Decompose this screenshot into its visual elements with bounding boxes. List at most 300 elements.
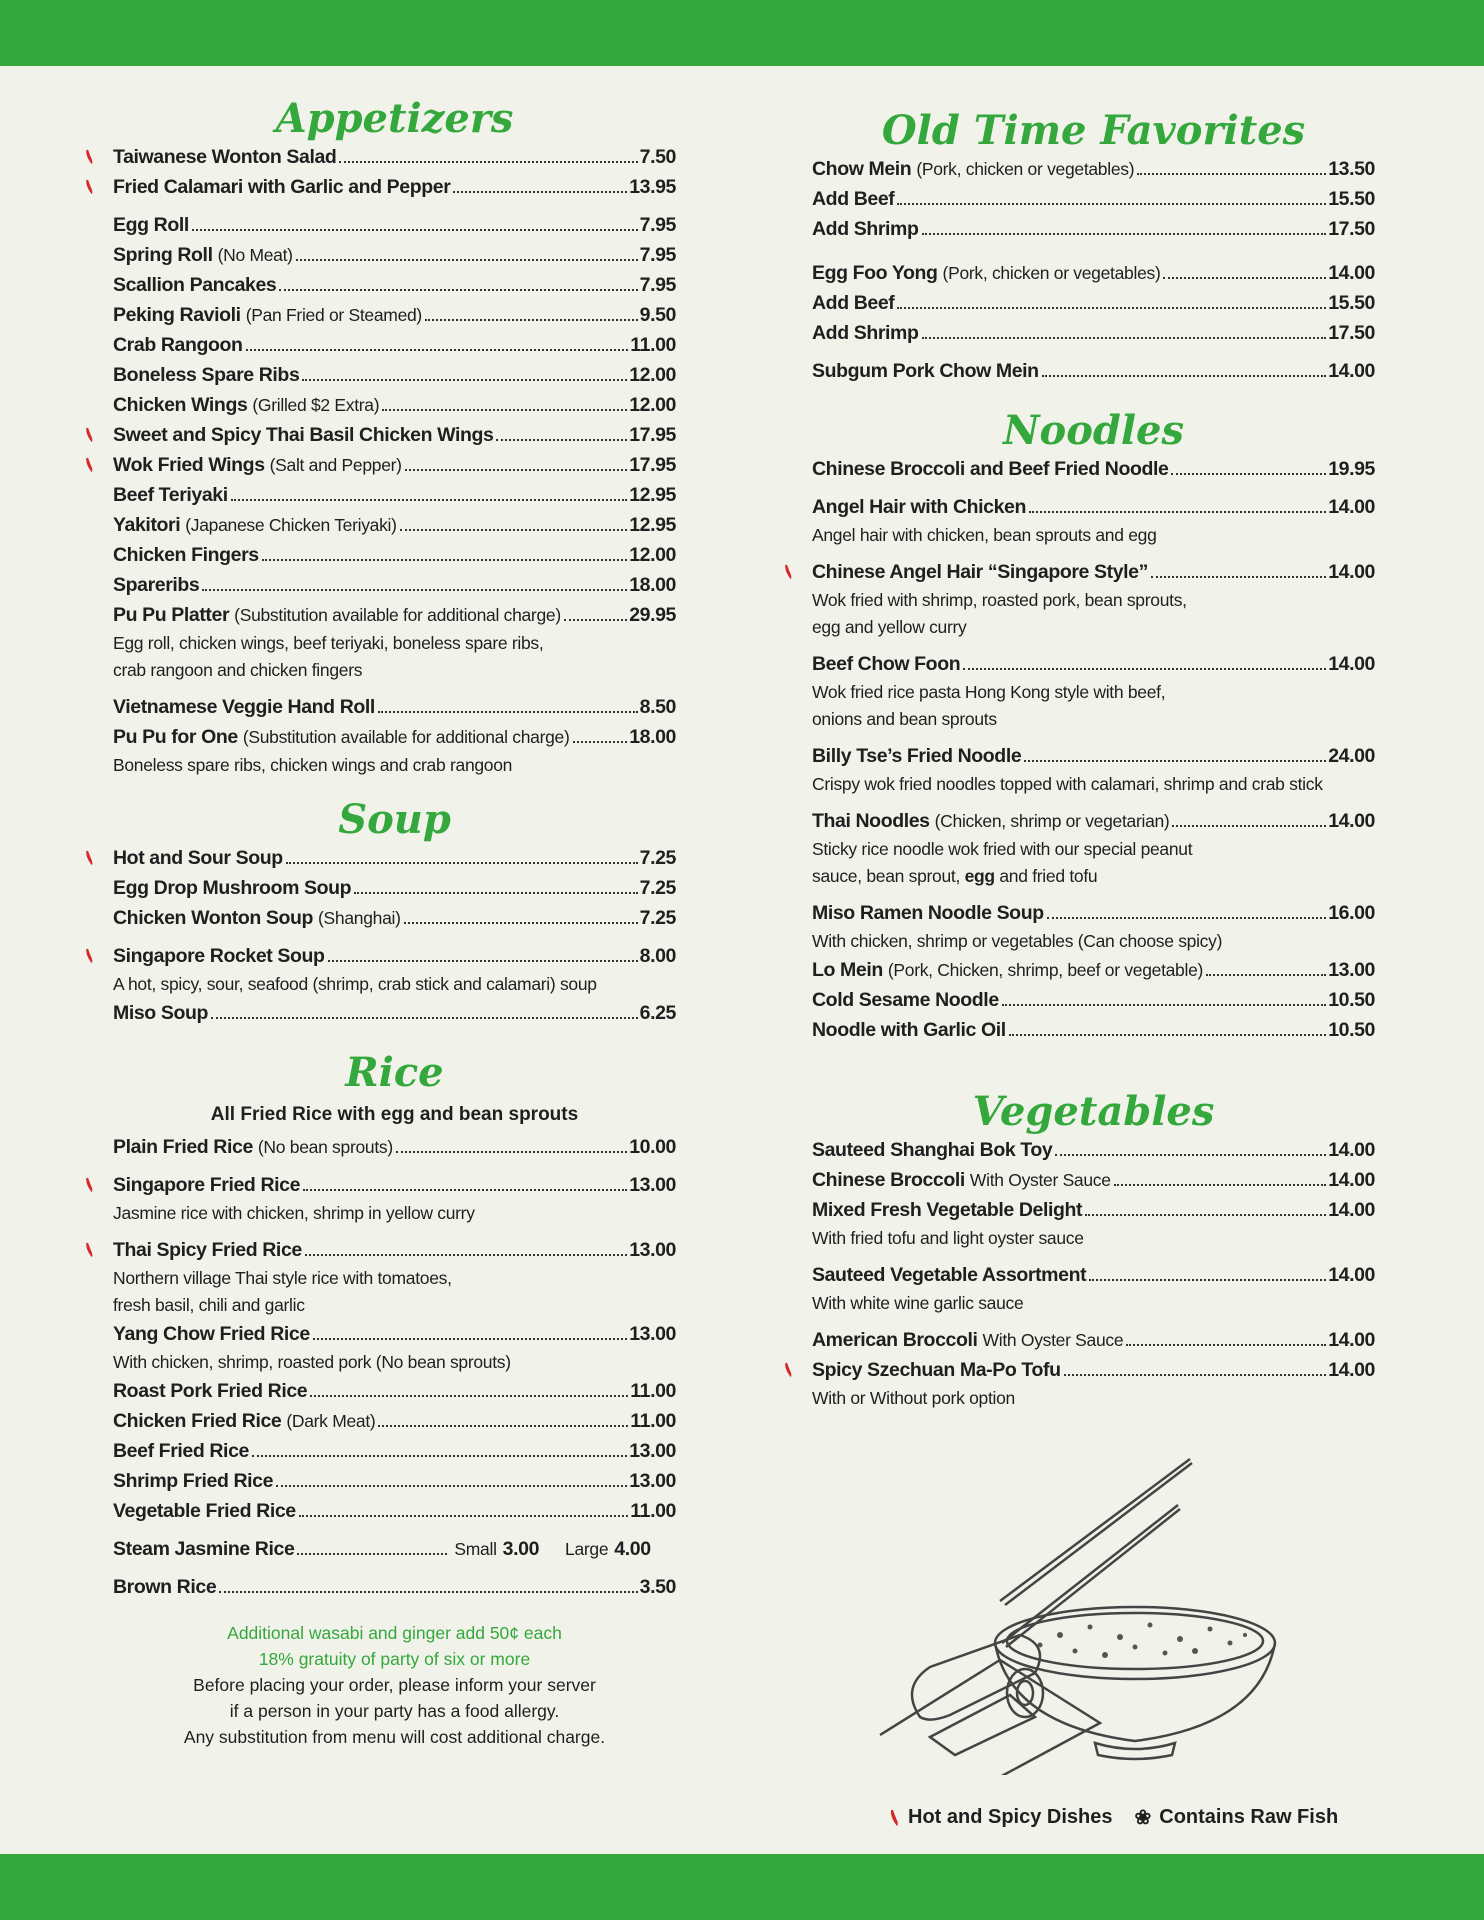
flower-icon: ❀ (1134, 1807, 1152, 1829)
menu-item-row (113, 450, 676, 480)
item-name: Add Shrimp (812, 322, 919, 344)
menu-item-row (113, 240, 676, 270)
item-price: 14.00 (1328, 1359, 1375, 1381)
dot-leader (1114, 1184, 1327, 1186)
appetizers-list (113, 142, 676, 779)
dot-leader (897, 307, 1326, 309)
item-name: Scallion Pancakes (113, 274, 277, 296)
legend-spicy-label: Hot and Spicy Dishes (908, 1806, 1113, 1828)
item-note: (Pork, chicken or vegetables) (942, 263, 1161, 283)
item-price: 10.00 (629, 1136, 676, 1158)
desc-part: and fried tofu (994, 866, 1098, 886)
item-price: 7.25 (639, 907, 676, 929)
item-price: 14.00 (1328, 1264, 1375, 1286)
item-name: Beef Fried Rice (113, 1440, 249, 1462)
item-name: Chinese Broccoli (812, 1169, 965, 1191)
item-name: Beef Teriyaki (113, 484, 228, 506)
menu-item-row (812, 985, 1375, 1015)
menu-item-row (113, 420, 676, 450)
menu-item-row (113, 843, 676, 873)
menu-item-row (812, 1135, 1375, 1165)
item-description: Wok fried with shrimp, roasted pork, bean sprouts, (812, 590, 1187, 610)
row-gap (812, 1252, 1375, 1260)
item-name: Chicken Fingers (113, 544, 259, 566)
item-description: Boneless spare ribs, chicken wings and crab rangoon (113, 755, 513, 775)
chili-pepper-icon (83, 179, 95, 195)
chili-pepper-icon (83, 149, 95, 165)
item-note: (Dark Meat) (286, 1411, 376, 1431)
dot-leader (313, 1338, 627, 1340)
dot-leader (303, 1189, 627, 1191)
dot-leader (453, 191, 627, 193)
menu-item-row (113, 903, 676, 933)
dot-leader (1085, 1214, 1326, 1216)
dot-leader (1137, 173, 1326, 175)
rice-list (113, 1132, 676, 1602)
item-price: 14.00 (1328, 810, 1375, 832)
item-name: Angel Hair with Chicken (812, 496, 1027, 518)
item-price: 12.95 (629, 484, 676, 506)
item-name: Wok Fried Wings (113, 454, 265, 476)
menu-item-row (812, 1355, 1375, 1385)
item-description: onions and bean sprouts (812, 709, 997, 729)
item-price: 11.00 (630, 1380, 676, 1402)
menu-item-row (812, 1015, 1375, 1045)
menu-item-row (113, 540, 676, 570)
desc-bold: egg (964, 866, 995, 886)
menu-item-row (812, 1165, 1375, 1195)
dot-leader (1024, 760, 1326, 762)
footer-note-allergy-2: if a person in your party has a food allergy. (229, 1701, 560, 1721)
item-description: With or Without pork option (812, 1388, 1015, 1408)
menu-item-row (812, 557, 1375, 587)
dot-leader (310, 1395, 628, 1397)
dot-leader (404, 922, 638, 924)
item-description (812, 863, 1375, 890)
item-note: (Chicken, shrimp or vegetarian) (934, 811, 1170, 831)
menu-item-row (113, 941, 676, 971)
item-description: With white wine garlic sauce (812, 1293, 1024, 1313)
item-name: Miso Ramen Noodle Soup (812, 902, 1044, 924)
chili-pepper-icon (83, 948, 95, 964)
footer-note-allergy-1: Before placing your order, please inform your server (193, 1675, 596, 1695)
dot-leader (231, 499, 627, 501)
dot-leader (496, 439, 627, 441)
item-name: Pu Pu for One (113, 726, 238, 748)
rice-subtitle: All Fried Rice with egg and bean sprouts (210, 1104, 579, 1125)
item-price: 17.95 (629, 454, 676, 476)
item-name: Egg Drop Mushroom Soup (113, 877, 352, 899)
menu-item-row (113, 480, 676, 510)
menu-item-row (812, 1260, 1375, 1290)
item-price: 14.00 (1328, 653, 1375, 675)
vegetables-title: Vegetables (972, 1088, 1215, 1135)
row-gap (113, 684, 676, 692)
row-gap (113, 202, 676, 210)
bottom-green-band (0, 1854, 1484, 1920)
old-time-list (812, 154, 1375, 386)
menu-item-row (113, 600, 676, 630)
dot-leader (1055, 1154, 1326, 1156)
item-name: Yang Chow Fried Rice (113, 1323, 310, 1345)
item-price: 7.95 (639, 274, 676, 296)
item-price: 10.50 (1328, 1019, 1375, 1041)
chili-pepper-icon (83, 850, 95, 866)
dot-leader (573, 741, 628, 743)
row-gap (812, 549, 1375, 557)
item-note: (Pork, Chicken, shrimp, beef or vegetable) (887, 960, 1204, 980)
menu-item-row (812, 1325, 1375, 1355)
menu-item-row (113, 142, 676, 172)
item-price: 14.00 (1328, 262, 1375, 284)
dot-leader (354, 892, 637, 894)
item-name: Chinese Angel Hair “Singapore Style” (812, 561, 1148, 583)
item-name: Singapore Fried Rice (113, 1174, 301, 1196)
item-name: Spicy Szechuan Ma-Po Tofu (812, 1359, 1061, 1381)
row-gap (812, 348, 1375, 356)
menu-item-row (113, 873, 676, 903)
row-gap (812, 1317, 1375, 1325)
dot-leader (405, 469, 627, 471)
item-description: A hot, spicy, sour, seafood (shrimp, crab stick and calamari) soup (113, 974, 597, 994)
row-gap (812, 244, 1375, 258)
dot-leader (211, 1017, 638, 1019)
item-note: (Substitution available for additional charge) (242, 727, 570, 747)
small-label: Small (454, 1539, 497, 1559)
item-name: Chow Mein (812, 158, 912, 180)
item-name: Spareribs (113, 574, 200, 596)
dot-leader (1042, 375, 1327, 377)
item-price: 14.00 (1328, 1139, 1375, 1161)
item-price: 14.00 (1328, 360, 1375, 382)
chili-pepper-icon (888, 1809, 900, 1827)
menu-item-row (113, 1572, 676, 1602)
item-price: 15.50 (1328, 188, 1375, 210)
soup-list (113, 843, 676, 1028)
item-price: 7.95 (639, 244, 676, 266)
dot-leader (279, 289, 637, 291)
dot-leader (400, 529, 628, 531)
item-note: (Salt and Pepper) (269, 455, 402, 475)
legend-spicy (888, 1806, 1113, 1829)
item-price: 17.50 (1328, 218, 1375, 240)
menu-item-row (113, 692, 676, 722)
dot-leader (328, 960, 638, 962)
menu-item-row (113, 1406, 676, 1436)
item-name: American Broccoli (812, 1329, 978, 1351)
item-name: Sauteed Vegetable Assortment (812, 1264, 1087, 1286)
item-note: (Substitution available for additional charge) (234, 605, 561, 625)
menu-item-row (113, 1466, 676, 1496)
footer-note-wasabi: Additional wasabi and ginger add 50¢ each (227, 1623, 562, 1643)
item-name: Chicken Fried Rice (113, 1410, 282, 1432)
item-name: Mixed Fresh Vegetable Delight (812, 1199, 1083, 1221)
item-description: egg and yellow curry (812, 617, 967, 637)
menu-item-row (812, 806, 1375, 836)
dot-leader (339, 161, 637, 163)
row-gap (113, 1162, 676, 1170)
dot-leader (922, 233, 1327, 235)
item-name: Cold Sesame Noodle (812, 989, 999, 1011)
item-name: Taiwanese Wonton Salad (113, 146, 337, 168)
item-name: Sauteed Shanghai Bok Toy (812, 1139, 1053, 1161)
item-name: Thai Noodles (812, 810, 930, 832)
dot-leader (302, 379, 627, 381)
menu-item-row (113, 172, 676, 202)
dot-leader (897, 203, 1326, 205)
row-gap (812, 890, 1375, 898)
item-price: 7.25 (639, 877, 676, 899)
dot-leader (286, 862, 638, 864)
item-price: 11.00 (630, 334, 676, 356)
menu-item-row (113, 1170, 676, 1200)
menu-item-row (113, 510, 676, 540)
desc-part: sauce, bean sprout, (812, 866, 965, 886)
row-gap (812, 798, 1375, 806)
dot-leader (246, 349, 629, 351)
old-time-favorites-title: Old Time Favorites (881, 107, 1306, 154)
menu-item-row (812, 318, 1375, 348)
menu-item-row (812, 154, 1375, 184)
item-price: 13.00 (1328, 959, 1375, 981)
item-name: Miso Soup (113, 1002, 208, 1024)
item-description: With fried tofu and light oyster sauce (812, 1228, 1084, 1248)
menu-item-row (812, 741, 1375, 771)
item-price: 16.00 (1328, 902, 1375, 924)
item-note: (No bean sprouts) (257, 1137, 393, 1157)
menu-item-row (812, 1195, 1375, 1225)
item-description: Jasmine rice with chicken, shrimp in yellow curry (113, 1203, 475, 1223)
item-name: Boneless Spare Ribs (113, 364, 300, 386)
item-price: 29.95 (629, 604, 676, 626)
footer-note-substitution: Any substitution from menu will cost additional charge. (183, 1727, 606, 1747)
item-name: Chicken Wonton Soup (113, 907, 314, 929)
dot-leader (378, 1425, 628, 1427)
menu-item-row (113, 1319, 676, 1349)
noodles-list (812, 454, 1375, 1045)
menu-item-row (113, 1235, 676, 1265)
menu-item-row (113, 270, 676, 300)
row-gap (113, 1564, 676, 1572)
item-price: 13.00 (629, 1470, 676, 1492)
dot-leader (1151, 576, 1326, 578)
dot-leader (1002, 1004, 1326, 1006)
item-name: Billy Tse’s Fried Noodle (812, 745, 1022, 767)
item-price: 15.50 (1328, 292, 1375, 314)
item-note: With Oyster Sauce (969, 1170, 1111, 1190)
item-description: fresh basil, chili and garlic (113, 1295, 305, 1315)
item-name: Plain Fried Rice (113, 1136, 253, 1158)
item-price: 14.00 (1328, 1169, 1375, 1191)
dot-leader (297, 1553, 447, 1555)
item-price: 8.50 (639, 696, 676, 718)
item-price: 18.00 (629, 574, 676, 596)
menu-item-row (113, 330, 676, 360)
item-name: Vietnamese Veggie Hand Roll (113, 696, 375, 718)
item-price: 14.00 (1328, 1199, 1375, 1221)
legend-raw-label: Contains Raw Fish (1159, 1806, 1339, 1828)
item-price: 12.00 (629, 394, 676, 416)
menu-item-row (113, 390, 676, 420)
item-name: Egg Foo Yong (812, 262, 938, 284)
row-gap (113, 1526, 676, 1534)
item-price: 13.50 (1328, 158, 1375, 180)
top-green-band (0, 0, 1484, 66)
item-price: 13.00 (629, 1239, 676, 1261)
chili-pepper-icon (83, 1242, 95, 1258)
item-name: Pu Pu Platter (113, 604, 230, 626)
item-name: Spring Roll (113, 244, 213, 266)
item-name: Peking Ravioli (113, 304, 241, 326)
dot-leader (1064, 1374, 1327, 1376)
dot-leader (564, 619, 627, 621)
item-name: Chicken Wings (113, 394, 248, 416)
dot-leader (1029, 511, 1326, 513)
appetizers-title: Appetizers (275, 95, 514, 142)
menu-item-row (812, 649, 1375, 679)
item-name: Noodle with Garlic Oil (812, 1019, 1006, 1041)
dot-leader (922, 337, 1327, 339)
dot-leader (1126, 1344, 1326, 1346)
item-price: 13.00 (629, 1174, 676, 1196)
item-price: 17.50 (1328, 322, 1375, 344)
item-name: Beef Chow Foon (812, 653, 961, 675)
item-price: 24.00 (1328, 745, 1375, 767)
dot-leader (252, 1455, 627, 1457)
item-price: 19.95 (1328, 458, 1375, 480)
item-name: Roast Pork Fried Rice (113, 1380, 308, 1402)
item-description: Northern village Thai style rice with tomatoes, (113, 1268, 452, 1288)
item-price: 13.00 (629, 1440, 676, 1462)
item-name: Egg Roll (113, 214, 189, 236)
item-price: 17.95 (629, 424, 676, 446)
dot-leader (219, 1591, 637, 1593)
item-description: Angel hair with chicken, bean sprouts and egg (812, 525, 1157, 545)
dot-leader (262, 559, 627, 561)
menu-item-row (812, 454, 1375, 484)
menu-item-row (113, 570, 676, 600)
item-price: 13.95 (629, 176, 676, 198)
menu-item-row (113, 360, 676, 390)
item-description: Wok fried rice pasta Hong Kong style with beef, (812, 682, 1166, 702)
dot-leader (378, 711, 638, 713)
row-gap (113, 1227, 676, 1235)
item-description: crab rangoon and chicken fingers (113, 660, 363, 680)
menu-item-row (113, 1534, 676, 1564)
item-description: With chicken, shrimp, roasted pork (No bean sprouts) (113, 1352, 511, 1372)
menu-item-row (812, 955, 1375, 985)
item-price: 7.95 (639, 214, 676, 236)
legend-raw-fish (1135, 1805, 1339, 1830)
soup-title: Soup (338, 796, 451, 843)
item-description: Egg roll, chicken wings, beef teriyaki, boneless spare ribs, (113, 633, 544, 653)
item-price: 14.00 (1328, 496, 1375, 518)
dot-leader (1171, 473, 1326, 475)
dot-leader (1172, 825, 1326, 827)
item-name: Thai Spicy Fried Rice (113, 1239, 302, 1261)
menu-item-row (113, 722, 676, 752)
item-price: 12.95 (629, 514, 676, 536)
item-price: 10.50 (1328, 989, 1375, 1011)
dot-leader (425, 319, 638, 321)
item-price: 14.00 (1328, 1329, 1375, 1351)
item-name: Add Beef (812, 188, 895, 210)
item-description: Sticky rice noodle wok fried with our special peanut (812, 839, 1193, 859)
item-name: Crab Rangoon (113, 334, 243, 356)
large-price: 4.00 (614, 1538, 651, 1560)
menu-item-row (812, 288, 1375, 318)
item-price: 18.00 (629, 726, 676, 748)
dot-leader (305, 1254, 627, 1256)
item-description: Crispy wok fried noodles topped with calamari, shrimp and crab stick (812, 774, 1323, 794)
item-price: 9.50 (639, 304, 676, 326)
item-name: Brown Rice (113, 1576, 217, 1598)
item-note: With Oyster Sauce (982, 1330, 1124, 1350)
dot-leader (382, 409, 627, 411)
menu-item-row (812, 184, 1375, 214)
footer-note-gratuity: 18% gratuity of party of six or more (258, 1649, 531, 1669)
menu-item-row (812, 898, 1375, 928)
dot-leader (299, 1515, 629, 1517)
item-note: (Shanghai) (318, 908, 401, 928)
rice-title: Rice (345, 1049, 444, 1096)
chili-pepper-icon (782, 564, 794, 580)
item-note: (Grilled $2 Extra) (252, 395, 380, 415)
right-column (812, 108, 1375, 1412)
dot-leader (396, 1151, 627, 1153)
chili-pepper-icon (83, 427, 95, 443)
row-gap (812, 641, 1375, 649)
menu-item-row (113, 210, 676, 240)
item-name: Yakitori (113, 514, 181, 536)
menu-item-row (113, 998, 676, 1028)
item-name: Shrimp Fried Rice (113, 1470, 274, 1492)
menu-item-row (812, 492, 1375, 522)
dot-leader (1047, 917, 1326, 919)
menu-item-row (113, 1496, 676, 1526)
chili-pepper-icon (782, 1362, 794, 1378)
item-price: 14.00 (1328, 561, 1375, 583)
item-name: Chinese Broccoli and Beef Fried Noodle (812, 458, 1169, 480)
chili-pepper-icon (83, 1177, 95, 1193)
dot-leader (963, 668, 1326, 670)
item-name: Lo Mein (812, 959, 883, 981)
item-price: 12.00 (629, 544, 676, 566)
noodles-title: Noodles (1002, 407, 1185, 454)
item-name: Vegetable Fried Rice (113, 1500, 296, 1522)
dot-leader (1206, 974, 1326, 976)
item-name: Add Shrimp (812, 218, 919, 240)
chili-pepper-icon (83, 457, 95, 473)
dot-leader (192, 229, 638, 231)
menu-item-row (113, 300, 676, 330)
item-price: 13.00 (629, 1323, 676, 1345)
item-price: 8.00 (639, 945, 676, 967)
legend (888, 1805, 1368, 1830)
menu-item-row (812, 214, 1375, 244)
item-name: Add Beef (812, 292, 895, 314)
item-price: 7.25 (639, 847, 676, 869)
dot-leader (1009, 1034, 1326, 1036)
item-price: 3.50 (639, 1576, 676, 1598)
item-price: 11.00 (630, 1410, 676, 1432)
row-gap (812, 484, 1375, 492)
dot-leader (276, 1485, 627, 1487)
item-name: Sweet and Spicy Thai Basil Chicken Wings (113, 424, 494, 446)
menu-item-row (113, 1436, 676, 1466)
dot-leader (296, 259, 638, 261)
vegetables-list (812, 1135, 1375, 1412)
